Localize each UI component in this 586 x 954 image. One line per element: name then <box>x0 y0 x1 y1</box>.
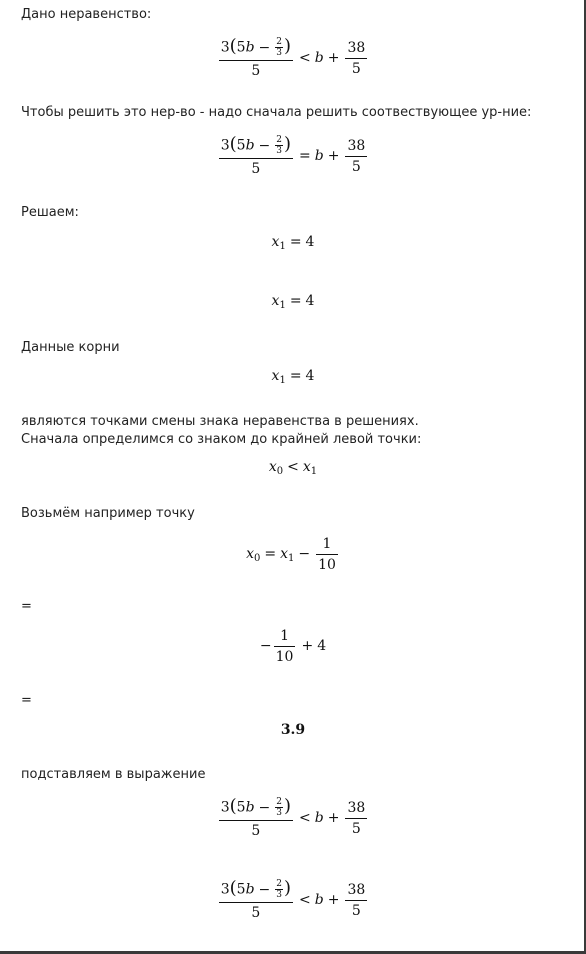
sign-change-text: являются точками смены знака неравенства в решениях. <box>21 414 419 429</box>
equals-text-1: = <box>21 599 32 614</box>
one-tenth-fraction: $\frac{1}{10}$ <box>275 627 294 665</box>
lhs-fraction: 3(5b − $\frac{2}{3}$ ) 5 <box>220 795 292 839</box>
instruction-text: Чтобы решить это нер-во - надо сначала решить соотвествующее ур-ние: <box>21 105 532 120</box>
inequality-1: 3(5b − $\frac{2}{3}$ ) 5 < b + $\frac{38}{5}$ <box>220 35 366 79</box>
roots-text: Данные корни <box>21 340 120 355</box>
solve-text: Решаем: <box>21 205 79 220</box>
rhs-fraction: $\frac{38}{5}$ <box>347 39 366 77</box>
substitute-text: подставляем в выражение <box>21 767 206 782</box>
left-point-text: Сначала определимся со знаком до крайней левой точки: <box>21 432 422 447</box>
x0-lt-x1: x 0 < x 1 <box>268 459 318 477</box>
equals-text-2: = <box>21 693 32 708</box>
x0-substituted: − $\frac{1}{10}$ + 4 <box>259 627 327 665</box>
inequality-2: 3(5b − $\frac{2}{3}$ ) 5 < b + $\frac{38}{5}$ <box>220 795 366 839</box>
root-3: x 1 = 4 <box>271 368 315 386</box>
lhs-fraction: 3(5b − $\frac{2}{3}$ ) 5 <box>220 35 292 79</box>
lhs-fraction: 3(5b − $\frac{2}{3}$ ) 5 <box>220 877 292 921</box>
equation-1: 3(5b − $\frac{2}{3}$ ) 5 = b + $\frac{38}{5}$ <box>220 133 366 177</box>
root-2: x 1 = 4 <box>271 293 315 311</box>
one-tenth-fraction: $\frac{1}{10}$ <box>318 535 336 573</box>
intro-text: Дано неравенство: <box>21 7 152 22</box>
lhs-fraction: 3(5b − $\frac{2}{3}$ ) 5 <box>220 133 292 177</box>
rhs-fraction: $\frac{38}{5}$ <box>347 137 366 175</box>
x0-value: 3.9 <box>280 722 306 738</box>
rhs-fraction: $\frac{38}{5}$ <box>347 881 366 919</box>
inequality-3: 3(5b − $\frac{2}{3}$ ) 5 < b + $\frac{38}{5}$ <box>220 877 366 921</box>
x0-definition: x 0 = x 1 − $\frac{1}{10}$ <box>246 535 336 573</box>
take-point-text: Возьмём например точку <box>21 506 195 521</box>
root-1: x 1 = 4 <box>271 234 315 252</box>
rhs-fraction: $\frac{38}{5}$ <box>347 799 366 837</box>
